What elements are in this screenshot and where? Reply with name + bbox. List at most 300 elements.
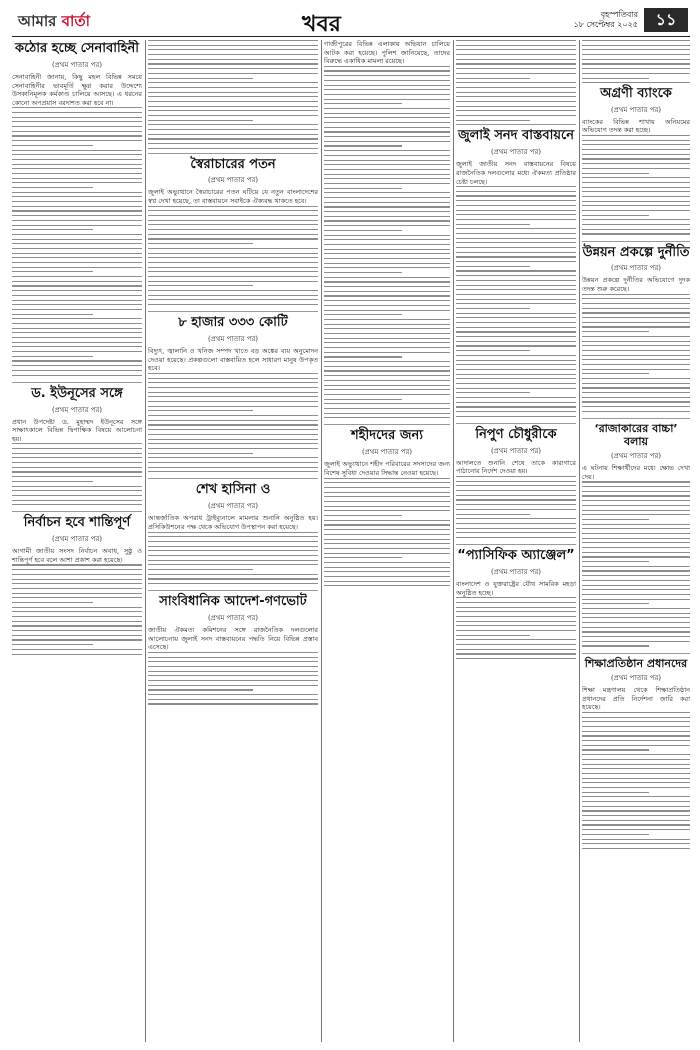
text-line [582, 322, 690, 323]
text-line [324, 571, 450, 572]
text-line [12, 332, 142, 333]
text-line [148, 243, 253, 244]
text-line [148, 443, 318, 444]
text-line [582, 177, 690, 178]
text-line [582, 519, 649, 520]
text-line [324, 169, 450, 170]
text-line [12, 448, 142, 449]
text-line [324, 216, 450, 217]
text-line [582, 233, 690, 234]
text-line [582, 726, 690, 727]
text-line [148, 262, 318, 263]
column-3 [324, 40, 450, 1042]
text-line [12, 467, 142, 468]
text-line [324, 239, 450, 240]
text-line [148, 387, 318, 388]
text-line [324, 506, 450, 507]
story-lede: ব্যাংকের বিভিন্ন শাখায় অনিয়মের অভিযোগ তদন্ত করা হচ্ছে। [582, 117, 690, 135]
text-line [148, 276, 318, 277]
text-line [148, 439, 318, 440]
story-body [456, 476, 576, 538]
text-line [12, 126, 142, 127]
text-line [12, 243, 142, 244]
story-byline: (প্রথম পাতার পর) [490, 446, 542, 455]
text-line [582, 599, 690, 600]
text-line [582, 78, 649, 79]
text-line [148, 87, 318, 88]
text-line [582, 350, 690, 351]
text-line [456, 653, 576, 654]
text-line [148, 253, 318, 254]
text-line [582, 815, 690, 816]
text-line [456, 45, 576, 46]
text-line [582, 73, 690, 74]
text-line [148, 134, 318, 135]
text-line [582, 778, 690, 779]
story-byline: (প্রথম পাতার পর) [51, 60, 103, 69]
text-line [582, 542, 690, 543]
text-line [582, 68, 690, 69]
text-line [148, 215, 318, 216]
text-line [582, 406, 690, 407]
text-line [148, 434, 318, 435]
text-line [456, 537, 576, 538]
text-line [456, 416, 576, 417]
story-byline: (প্রথম পাতার পর) [610, 105, 662, 114]
text-line [12, 611, 142, 612]
text-line [324, 487, 450, 488]
text-line [148, 234, 318, 235]
text-line [148, 299, 318, 300]
text-line [12, 107, 142, 108]
story-development [582, 246, 690, 412]
text-line [148, 148, 318, 149]
text-line [12, 117, 142, 118]
text-line [324, 291, 450, 292]
text-line [456, 261, 576, 262]
text-line [148, 229, 318, 230]
text-line [456, 247, 576, 248]
text-line [12, 630, 142, 631]
text-line [456, 73, 576, 74]
story-headline: নিপুণ চৌধুরীকে [475, 426, 557, 442]
text-line [324, 103, 402, 104]
day-label: বৃহস্পতিবার [600, 10, 638, 19]
text-line [12, 495, 142, 496]
text-line [12, 262, 142, 263]
text-line [148, 410, 253, 411]
text-line [582, 219, 690, 220]
story-headline: শহীদদের জন্য [351, 428, 423, 444]
text-line [324, 108, 450, 109]
text-line [12, 309, 142, 310]
text-line [324, 403, 450, 404]
text-line [456, 289, 576, 290]
text-line [582, 575, 690, 576]
text-line [148, 271, 318, 272]
text-line [324, 220, 450, 221]
story-byline: (প্রথম পাতার পর) [207, 502, 259, 511]
story-headline: ড. ইউনূসের সঙ্গে [31, 385, 123, 401]
text-line [324, 150, 450, 151]
text-line [582, 641, 690, 642]
text-line [12, 574, 142, 575]
text-line [456, 294, 576, 295]
story-byline: (প্রথম পাতার পর) [51, 405, 103, 414]
text-line [324, 520, 450, 521]
text-line [148, 541, 318, 542]
text-line [324, 75, 450, 76]
story-lede: গাজীপুরের বিভিন্ন এলাকায় অভিযান চালিয়ে আটক করা হয়েছে। পুলিশ জানিয়েছে, তাদের বিরুদ্ধে একাধিক মামলা রয়েছে। [324, 40, 450, 66]
text-line [456, 40, 576, 41]
text-line [456, 360, 576, 361]
text-line [324, 188, 402, 189]
text-line [12, 220, 142, 221]
story-lede: জুলাই অভ্যুত্থানে শহীদ পরিবারের সদস্যদের জন্য বিশেষ সুবিধা দেওয়ার সিদ্ধান্ত নেওয়া হয়েছে। [324, 460, 450, 477]
text-line [582, 369, 690, 370]
story-headline: উন্নয়ন প্রকল্পে দুর্নীতি [582, 244, 690, 260]
text-line [148, 143, 318, 144]
text-line [582, 355, 690, 356]
text-line [324, 328, 450, 329]
text-line [456, 341, 576, 342]
text-line [456, 331, 576, 332]
text-line [582, 82, 690, 83]
text-line [12, 323, 142, 324]
text-line [582, 345, 690, 346]
text-line [582, 187, 690, 188]
text-line [582, 764, 690, 765]
text-line [582, 303, 690, 304]
text-line [456, 607, 576, 608]
story-byline: (প্রথম পাতার পর) [51, 535, 103, 544]
text-line [456, 224, 530, 225]
text-line [456, 280, 576, 281]
text-line [582, 491, 690, 492]
story-constitution [148, 595, 318, 704]
text-line [456, 476, 576, 477]
text-line [12, 164, 142, 165]
column-5 [582, 40, 690, 1042]
text-line [12, 625, 142, 626]
story-body [148, 373, 318, 473]
column-divider [145, 40, 146, 1042]
text-line [148, 257, 318, 258]
text-line [456, 78, 530, 79]
story-body [12, 107, 142, 375]
text-line [582, 796, 690, 797]
text-line [12, 602, 93, 603]
text-line [148, 285, 253, 286]
text-line [12, 593, 142, 594]
text-line [456, 625, 576, 626]
text-line [582, 191, 690, 192]
text-line [582, 317, 690, 318]
text-line [582, 229, 690, 230]
text-line [582, 298, 690, 299]
text-line [324, 258, 450, 259]
text-line [12, 635, 142, 636]
text-line [324, 122, 450, 123]
text-line [582, 745, 690, 746]
text-line [582, 45, 690, 46]
text-line [324, 417, 450, 418]
text-line [12, 187, 93, 188]
text-line [12, 290, 142, 291]
story-body [148, 652, 318, 705]
logo-word-1: আমার [18, 12, 57, 30]
text-line [582, 173, 649, 174]
text-line [582, 538, 690, 539]
story-headline: স্বৈরাচারের পতন [190, 156, 276, 172]
text-line [582, 712, 690, 713]
text-line [582, 645, 649, 646]
text-line [324, 253, 450, 254]
text-line [324, 136, 450, 137]
text-line [12, 462, 142, 463]
text-line [582, 154, 690, 155]
text-line [12, 150, 142, 151]
text-line [12, 328, 142, 329]
text-line [456, 481, 576, 482]
text-line [324, 515, 402, 516]
story-headline: কঠোর হচ্ছে সেনাবাহিনী [14, 41, 140, 56]
text-line [324, 562, 450, 563]
text-line [148, 424, 318, 425]
text-line [148, 574, 318, 575]
text-line [582, 792, 649, 793]
text-line [582, 843, 690, 844]
text-line [12, 639, 142, 640]
story-lede: এ ঘটনায় শিক্ষার্থীদের মধ্যে ক্ষোভ দেখা দেয়। [582, 464, 690, 481]
text-line [324, 534, 450, 535]
text-line [456, 378, 576, 379]
text-line [12, 314, 93, 315]
text-line [456, 228, 576, 229]
text-line [148, 106, 318, 107]
text-line [456, 275, 576, 276]
text-line [148, 304, 318, 305]
story-body [12, 564, 142, 654]
text-line [324, 225, 450, 226]
text-line [148, 661, 318, 662]
story-headline: শিক্ষাপ্রতিষ্ঠান প্রধানদের [584, 656, 688, 670]
text-line [12, 342, 142, 343]
story-body [456, 40, 576, 121]
text-line [148, 68, 318, 69]
text-line [456, 68, 576, 69]
text-line [456, 383, 576, 384]
text-line [324, 66, 450, 67]
story-martyrs [324, 429, 450, 586]
text-line [148, 210, 318, 211]
text-line [12, 285, 142, 286]
text-line [324, 375, 450, 376]
column-4 [456, 40, 576, 1042]
text-line [456, 658, 576, 659]
text-line [582, 486, 690, 487]
text-line [324, 492, 450, 493]
text-line [582, 773, 690, 774]
story-lede: শিক্ষা মন্ত্রণালয় থেকে শিক্ষাপ্রতিষ্ঠান প্রধানদের প্রতি নির্দেশনা জারি করা হয়েছে। [582, 686, 690, 712]
text-line [324, 389, 450, 390]
text-line [582, 787, 690, 788]
text-line [12, 443, 142, 444]
text-line [582, 754, 690, 755]
text-line [582, 735, 690, 736]
text-line [582, 580, 690, 581]
text-line [324, 557, 402, 558]
text-line [582, 294, 690, 295]
text-line [12, 318, 142, 319]
text-line [324, 347, 450, 348]
text-line [148, 666, 318, 667]
text-line [324, 235, 450, 236]
story-body [582, 712, 690, 849]
text-line [456, 210, 576, 211]
text-line [456, 490, 576, 491]
text-line [12, 154, 142, 155]
text-line [582, 585, 690, 586]
text-line [12, 597, 142, 598]
text-line [12, 121, 142, 122]
text-line [12, 225, 142, 226]
text-line [148, 120, 253, 121]
text-line [12, 471, 142, 472]
text-line [456, 327, 576, 328]
text-line [456, 369, 576, 370]
story-byline: (প্রথম পাতার পর) [610, 264, 662, 273]
text-line [324, 305, 450, 306]
story-byline: (প্রথম পাতার পর) [490, 567, 542, 576]
text-line [148, 138, 318, 139]
story-agrani [582, 87, 690, 235]
text-line [456, 270, 576, 271]
story-body [324, 66, 450, 419]
text-line [582, 163, 690, 164]
text-line [148, 671, 318, 672]
text-line [456, 616, 576, 617]
text-line [456, 317, 576, 318]
text-line [324, 501, 450, 502]
text-line [12, 346, 142, 347]
text-line [456, 602, 576, 603]
text-line [148, 290, 318, 291]
text-line [148, 555, 318, 556]
text-line [582, 524, 690, 525]
text-line [324, 99, 450, 100]
text-line [456, 621, 576, 622]
story-byline: (প্রথম পাতার পর) [207, 176, 259, 185]
text-line [12, 504, 142, 505]
text-line [582, 387, 690, 388]
text-line [582, 740, 690, 741]
text-line [582, 782, 690, 783]
text-line [324, 482, 450, 483]
text-line [148, 689, 253, 690]
text-line [148, 569, 253, 570]
text-line [456, 256, 576, 257]
story-lede: আগামী জাতীয় সংসদ নির্বাচন অবাধ, সুষ্ঠু ও শান্তিপূর্ণ হবে বলে আশা প্রকাশ করা হয়েছে। [12, 547, 142, 564]
text-line [12, 375, 142, 376]
text-line [582, 312, 690, 313]
text-line [324, 141, 450, 142]
text-line [582, 839, 690, 840]
text-line [582, 810, 690, 811]
text-line [324, 529, 450, 530]
text-line [324, 300, 450, 301]
text-line [324, 576, 450, 577]
text-line [12, 370, 142, 371]
text-line [582, 373, 649, 374]
text-line [456, 485, 576, 486]
text-line [324, 314, 402, 315]
text-line [12, 276, 142, 277]
text-line [12, 112, 142, 113]
text-line [582, 547, 690, 548]
story-lede: জাতীয় ঐকমত্য কমিশনের সঙ্গে রাজনৈতিক দলগুলোর আলোচনায় জুলাই সনদ বাস্তবায়নের পদ্ধতি নিয়ে বিভিন্ন প্রস্তাব এসেছে। [148, 626, 318, 652]
text-line [148, 101, 318, 102]
text-line [148, 206, 318, 207]
text-line [324, 267, 450, 268]
text-line [582, 622, 690, 623]
text-line [456, 101, 576, 102]
story-headline: শেখ হাসিনা ও [195, 482, 271, 498]
story-autocracy [148, 158, 318, 306]
text-line [456, 528, 576, 529]
text-line [148, 281, 318, 282]
text-line [12, 304, 142, 305]
text-line [148, 657, 318, 658]
text-line [12, 649, 142, 650]
text-line [582, 168, 690, 169]
text-line [582, 182, 690, 183]
story-body [456, 597, 576, 659]
text-line [324, 333, 450, 334]
text-line [582, 144, 690, 145]
text-line [12, 360, 142, 361]
text-line [324, 85, 450, 86]
text-line [148, 382, 318, 383]
text-line [12, 616, 142, 617]
text-line [582, 533, 690, 534]
text-line [324, 366, 450, 367]
story-byline: (প্রথম পাতার পর) [207, 614, 259, 623]
story-byline: (প্রথম পাতার পর) [207, 335, 259, 344]
text-line [324, 510, 450, 511]
text-line [148, 248, 318, 249]
text-line [582, 196, 690, 197]
text-line [582, 589, 690, 590]
text-line [12, 135, 142, 136]
text-line [148, 63, 318, 64]
text-line [12, 168, 142, 169]
text-line [148, 420, 318, 421]
text-line [456, 115, 576, 116]
text-line [456, 82, 576, 83]
text-line [148, 396, 318, 397]
text-line [148, 578, 318, 579]
text-line [456, 630, 576, 631]
text-line [324, 585, 450, 586]
story-body [582, 481, 690, 646]
text-line [324, 413, 450, 414]
text-line [324, 113, 450, 114]
text-line [12, 453, 142, 454]
text-line [582, 341, 690, 342]
story-body [582, 135, 690, 235]
text-line [324, 496, 450, 497]
